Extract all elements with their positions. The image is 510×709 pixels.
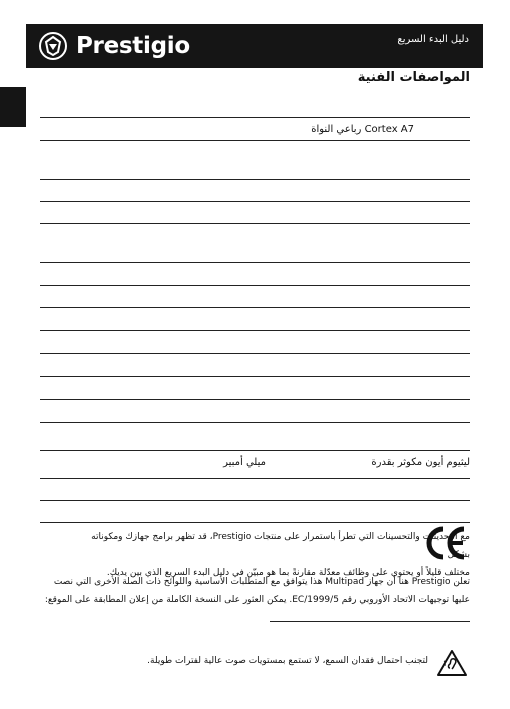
table-rule	[40, 522, 470, 523]
brand-logo	[38, 31, 190, 61]
conformity-notice-line: تعلن Prestigio هنا أن جهاز Multipad هذا يتوافق مع المتطلبات الأساسية واللوائح ذات الصلة الأخرى التي نصت	[53, 577, 470, 587]
spec-cpu: Cortex A7 رباعي النواة	[311, 124, 414, 135]
header-title: دليل البدء السريع	[397, 34, 469, 45]
spec-battery-type: ليثيوم أيون مكوثر بقدرة	[371, 457, 470, 468]
table-rule	[40, 376, 470, 377]
table-rule	[40, 262, 470, 263]
table-rule	[40, 500, 470, 501]
spec-title: المواصفات الفنية	[357, 70, 470, 85]
hearing-warning-text: لتجنب احتمال فقدان السمع، لا تستمع بمستويات صوت عالية لفترات طويلة.	[147, 656, 428, 666]
table-rule	[40, 223, 470, 224]
table-rule	[40, 201, 470, 202]
update-notice-line: مع التحديثات والتحسينات التي تطرأ باستمرار على منتجات Prestigio، قد تظهر برامج جهازك ومكوناته بشكل	[91, 532, 470, 560]
side-tab	[0, 87, 26, 127]
brand-name: Prestigio	[76, 33, 190, 59]
spec-battery-unit: ميلي أمبير	[223, 457, 266, 468]
table-rule	[40, 450, 470, 451]
conformity-notice-line: عليها توجيهات الاتحاد الأوروبي رقم EC/1999/5. يمكن العثور على النسخة الكاملة من إعلان المطابقة على الموقع:	[44, 595, 470, 605]
table-rule	[40, 478, 470, 479]
table-rule	[40, 353, 470, 354]
table-rule	[40, 285, 470, 286]
prestigio-logo-icon	[38, 31, 68, 61]
update-notice-line: مختلف قليلاً أو يحتوي على وظائف معدّلة مقارنةً بما هو مبيّن في دليل البدء السريع الذي بين يديك.	[106, 568, 470, 578]
table-rule	[40, 422, 470, 423]
table-rule	[40, 179, 470, 180]
table-rule	[40, 399, 470, 400]
conformity-notice	[40, 573, 470, 609]
table-rule	[40, 307, 470, 308]
header-bar	[26, 24, 483, 68]
table-rule	[40, 117, 470, 118]
hearing-warning-icon	[436, 649, 468, 677]
table-rule	[40, 140, 470, 141]
url-rule	[270, 621, 470, 622]
table-rule	[40, 330, 470, 331]
